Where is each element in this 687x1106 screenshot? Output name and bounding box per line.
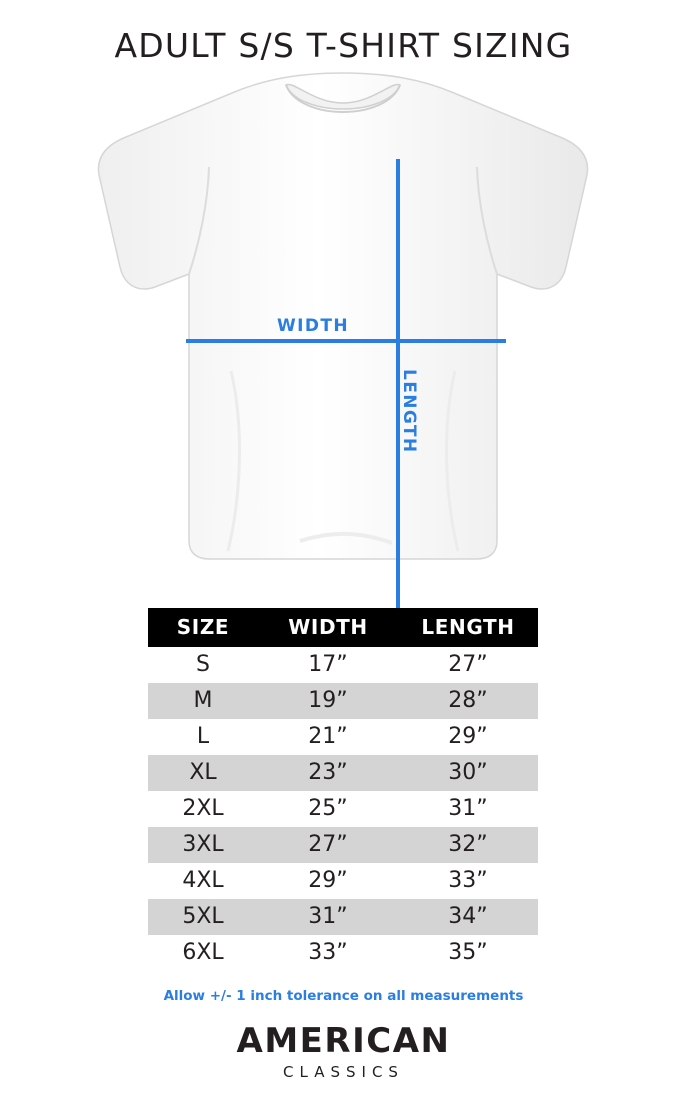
cell-length: 27” [398,647,538,683]
cell-length: 31” [398,791,538,827]
header-length: LENGTH [398,608,538,647]
cell-length: 32” [398,827,538,863]
cell-size: 5XL [148,899,258,935]
cell-size: 3XL [148,827,258,863]
table-row [148,863,538,899]
table-body [148,647,538,971]
cell-width: 19” [258,683,398,719]
header-width: WIDTH [258,608,398,647]
size-chart [148,608,538,971]
cell-width: 17” [258,647,398,683]
cell-width: 31” [258,899,398,935]
cell-length: 28” [398,683,538,719]
table-row [148,719,538,755]
table-row [148,755,538,791]
cell-size: M [148,683,258,719]
length-label: LENGTH [399,369,419,454]
cell-size: S [148,647,258,683]
brand-name: AMERICAN [236,1021,451,1061]
table-header [148,608,538,647]
cell-length: 30” [398,755,538,791]
table-row [148,827,538,863]
cell-size: 2XL [148,791,258,827]
cell-width: 29” [258,863,398,899]
cell-width: 25” [258,791,398,827]
cell-size: L [148,719,258,755]
table-header-row [148,608,538,647]
width-measure-line [186,339,506,343]
cell-width: 27” [258,827,398,863]
cell-size: 4XL [148,863,258,899]
tshirt-diagram [0,71,687,561]
table-row [148,935,538,971]
table-row [148,791,538,827]
size-table [148,608,538,971]
brand-subtitle: CLASSICS [283,1063,404,1081]
width-label: WIDTH [277,316,350,336]
cell-length: 29” [398,719,538,755]
cell-size: 6XL [148,935,258,971]
cell-length: 33” [398,863,538,899]
tolerance-note: Allow +/- 1 inch tolerance on all measurements [163,988,524,1004]
cell-width: 23” [258,755,398,791]
cell-width: 33” [258,935,398,971]
header-size: SIZE [148,608,258,647]
page-title: ADULT S/S T-SHIRT SIZING [114,26,573,65]
table-row [148,683,538,719]
table-row [148,899,538,935]
table-row [148,647,538,683]
cell-size: XL [148,755,258,791]
cell-length: 34” [398,899,538,935]
cell-width: 21” [258,719,398,755]
cell-length: 35” [398,935,538,971]
